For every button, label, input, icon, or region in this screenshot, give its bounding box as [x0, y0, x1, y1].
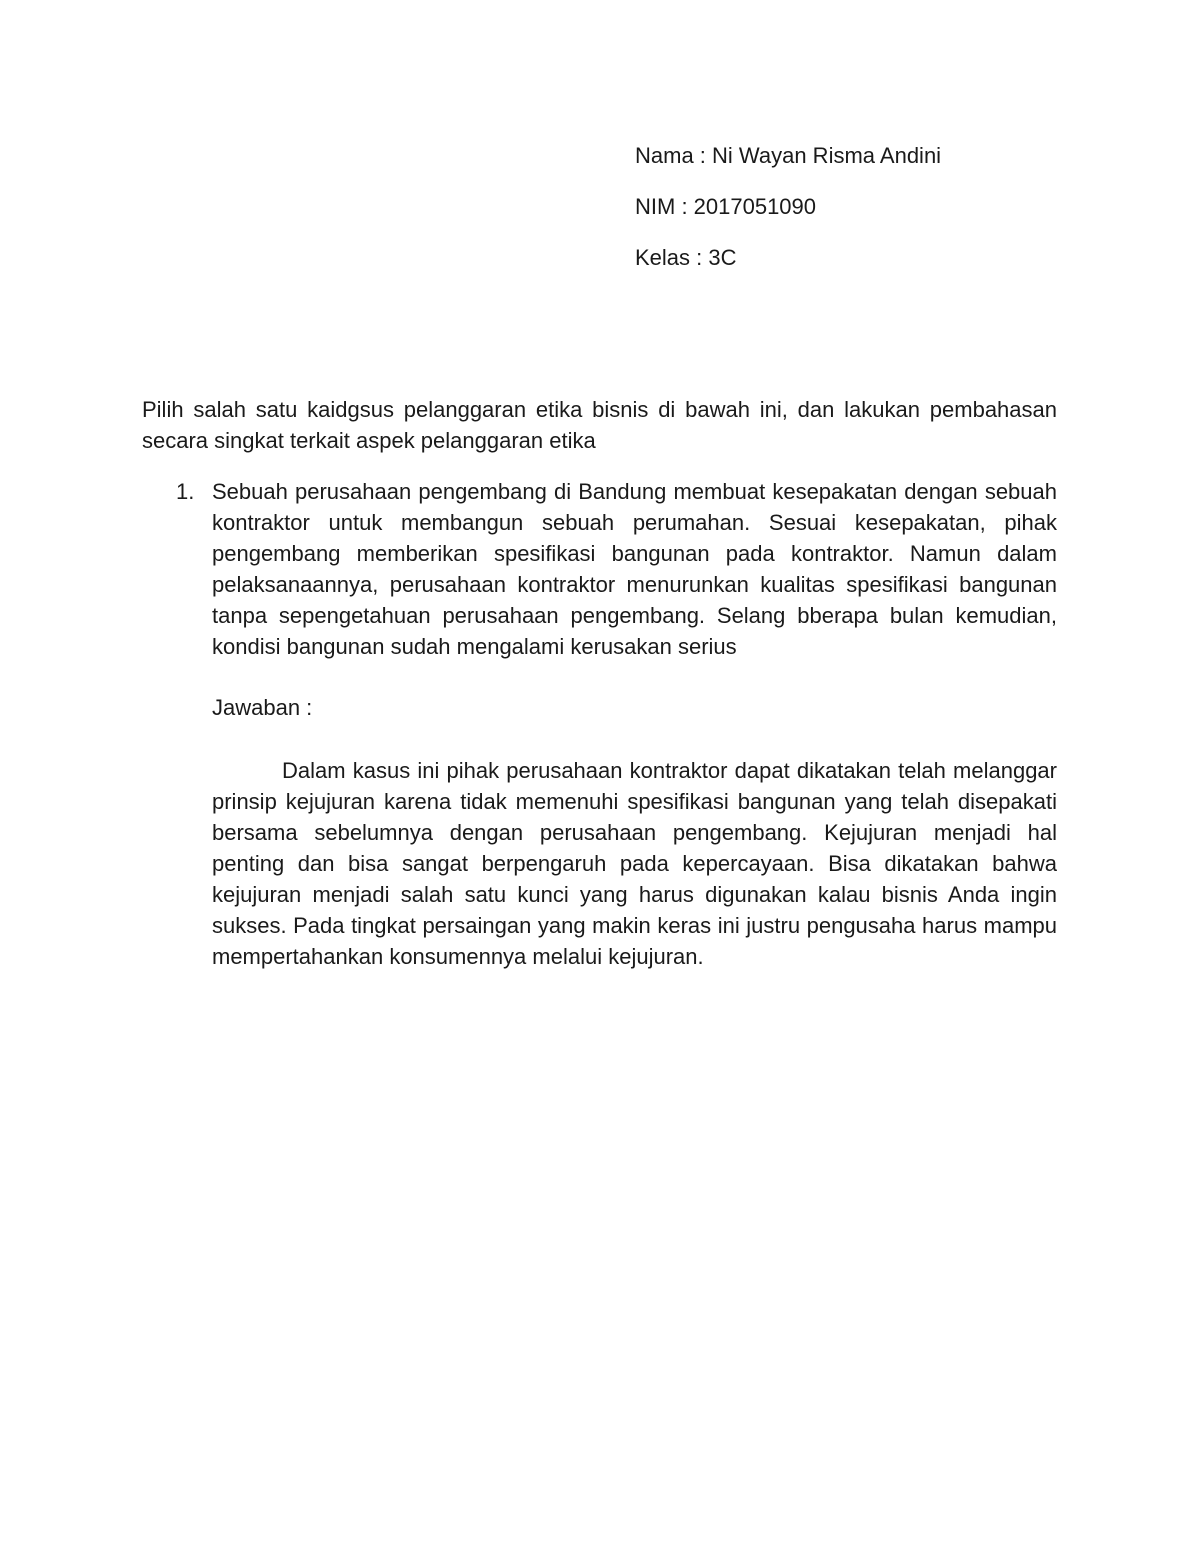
answer-label: Jawaban :	[212, 695, 313, 720]
student-class: Kelas : 3C	[635, 245, 737, 270]
question-list	[142, 476, 1057, 662]
question-text: Sebuah perusahaan pengembang di Bandung membuat kesepakatan dengan sebuah kontraktor untuk membangun sebuah perumahan. Sesuai kesepakatan, pihak pengembang memberikan spesifikasi bangunan pada kontraktor. Namun dalam pelaksanaannya, perusahaan kontraktor menurunkan kualitas spesifikasi bangunan tanpa sepengetahuan perusahaan pengembang. Selang bberapa bulan kemudian, kondisi bangunan sudah mengalami kerusakan serius	[212, 479, 1057, 659]
question-number: 1.	[176, 479, 195, 504]
answer-text: Dalam kasus ini pihak perusahaan kontraktor dapat dikatakan telah melanggar prinsip kejujuran karena tidak memenuhi spesifikasi bangunan yang telah disepakati bersama sebelumnya dengan perusahaan pengembang. Kejujuran menjadi hal penting dan bisa sangat berpengaruh pada kepercayaan. Bisa dikatakan bahwa kejujuran menjadi salah satu kunci yang harus digunakan kalau bisnis Anda ingin sukses. Pada tingkat persaingan yang makin keras ini justru pengusaha harus mampu mempertahankan konsumennya melalui kejujuran.	[212, 758, 1057, 969]
student-identity	[635, 142, 1095, 295]
student-name: Nama : Ni Wayan Risma Andini	[635, 143, 942, 168]
assignment-instruction: Pilih salah satu kaidgsus pelanggaran etika bisnis di bawah ini, dan lakukan pembahasan secara singkat terkait aspek pelanggaran etika	[142, 397, 1057, 453]
question-item	[142, 476, 1057, 662]
student-nim: NIM : 2017051090	[635, 194, 817, 219]
